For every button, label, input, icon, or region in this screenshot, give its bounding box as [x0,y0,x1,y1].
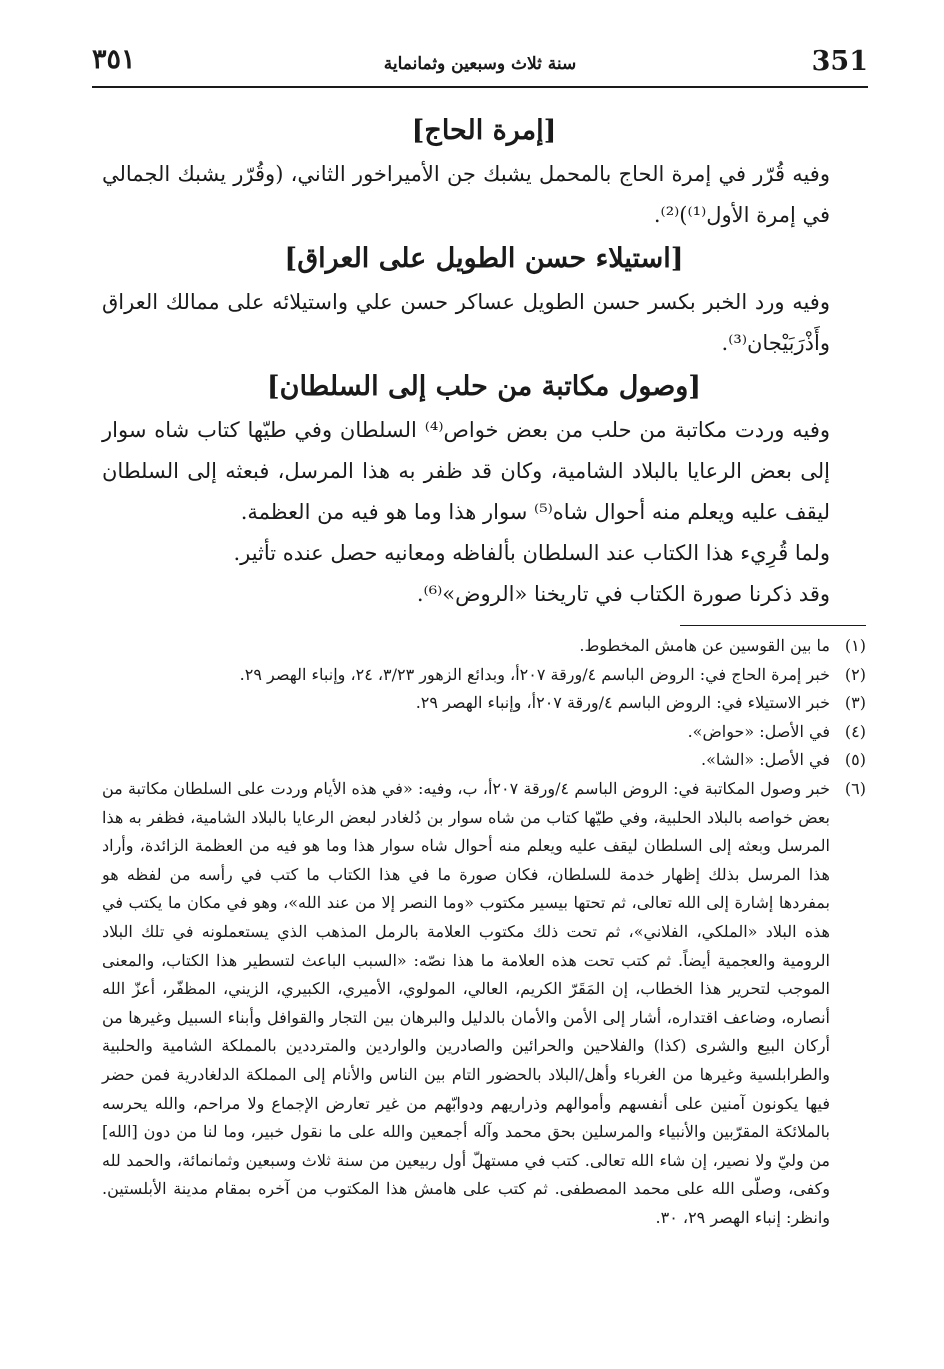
footnote-number: (٣) [844,693,866,713]
footnote-text: في الأصل: «الشا». [701,750,830,770]
paragraph-letter-rawd: وقد ذكرنا صورة الكتاب في تاريخنا «الروض»⁽⁶⁾. [416,582,830,606]
footnote-3 [102,689,866,718]
section-heading-aleppo-letter: [وصول مكاتبة من حلب إلى السلطان] [266,371,702,402]
footnote-number: (١) [844,636,866,655]
paragraph-aleppo-letter: وفيه وردت مكاتبة من حلب من بعض خواص⁽⁴⁾ السلطان وفي طيّها كتاب شاه سوار إلى بعض الرعايا بالبلاد الشامية، وكان قد ظفر به هذا المرسل، فبعثه إلى السلطان ليقف عليه ويعلم منه أحوال شاه⁽⁵⁾ سوار هذا وما هو فيه من العظمة. [102,418,831,524]
page-number-arabic: ٣٥١ [92,44,136,75]
footnote-text: في الأصل: «حواض». [687,721,830,741]
footnote-4 [102,718,866,747]
paragraph-iraq: وفيه ورد الخبر بكسر حسن الطويل عساكر حسن علي واستيلائه على ممالك العراق وأَذْرَبَيْجان⁽³⁾. [102,290,830,355]
footnote-text: خبر إمرة الحاج في: الروض الباسم ٤/ورقة ٢٠٧أ، وبدائع الزهور ٣/٢٣، ٢٤، وإنباء الهصر ٢٩. [239,664,830,684]
header-rule [92,86,868,88]
running-title: سنة ثلاث وسبعين وثمانماية [383,54,577,74]
footnote-text: خبر وصول المكاتبة في: الروض الباسم ٤/ورقة ٢٠٧أ، ب، وفيه: «في هذه الأيام وردت على السلطان مكاتبة من بعض خواصه بالبلاد الحلبية، وفي طيّها كتاب من شاه سوار بن دُلغادر لبعض الرعايا بالبلاد الشامية، فظفر به هذا المرسل وبعثه إلى السلطان ليقف عليه ويعلم منه أحوال شاه سوار هذا وما هو فيه من العظمة الزائدة، وأراد هذا المرسل بذلك إظهار خدمة للسلطان، فكان صورة ما في هذا الكتاب ما كتب في رأسه من لفظه هو بمفردها إشارة إلى الله تعالى، ثم تحتها بيسير مكتوب «وما النصر إلا من عند الله»، وهو في مكان ما يكتب في هذه البلاد «الملكي، الفلاني»، ثم تحت ذلك مكتوب العلامة بالرمل المذهب الذي يستعملونه في تلك البلاد الرومية والعجمية أيضاً. ثم كتب تحت هذه العلامة ما هذا نصّه: «السبب الباعث لتسطير هذا الكتاب، والمعنى الموجب لتحرير هذا الخطاب، إن المَقَرّ الكريم، العالي، المولوي، الأميري، الكبيري، الزيني، المظفّر، أعزّ الله أنصاره، وضاعف اقتداره، أشار إلى الأمن والأمان بالدليل والبرهان بين التجار والقوافل وأبناء السبيل وغيرها من أركان البيع والشرى (كذا) والفلاحين والحرائين والصادرين والواردين والمترددين بالمملكة الشامية والحلبية والطرابلسية وغيرها من الغرباء وأهل/البلاد بالحضور التام بين الناس والأنام إلى المملكة الدلغادرية فمن حضر فيها يكونون آمنين على أنفسهم وأموالهم وذراريهم ودوابّهم من غير تعارض الإجماع ولا مراحم، والله يحرسه بالملائكة المقرّبين والأنبياء والمرسلين بحق محمد وآله أجمعين والله على ما نقول خبير، وما لنا من دون [الله] من وليّ ولا نصير، إن شاء الله تعالى. كتب في مستهلّ أول ربيعين من سنة ثلاث وسبعين وثمانمائة، والحمد لله وكفى، وصلّى الله على محمد المصطفى. ثم كتب على هامش هذا المكتوب من آخره بمقام مدينة الأبلستين. وانظر: إنباء الهصر ٢٩، ٣٠. [102,778,831,1227]
page-number-latin: 351 [811,46,868,77]
footnote-separator [680,625,866,626]
footnote-number: (٦) [844,778,866,798]
footnote-number: (٥) [844,750,866,770]
main-text [102,108,866,615]
section-heading-hajj: [إمرة الحاج] [411,115,557,146]
footnote-text: ما بين القوسين عن هامش المخطوط. [579,636,830,655]
footnote-1 [102,632,866,661]
footnote-text: خبر الاستيلاء في: الروض الباسم ٤/ورقة ٢٠٧أ، وإنباء الهصر ٢٩. [415,693,830,713]
footnotes [102,632,866,1232]
paragraph-letter-read: ولما قُرِيء هذا الكتاب عند السلطان بألفاظه ومعانيه حصل عنده تأثير. [233,541,830,565]
running-header [92,40,868,88]
footnote-6 [102,775,866,1233]
footnote-number: (٤) [844,721,866,741]
footnote-number: (٢) [844,664,866,684]
footnote-2 [102,661,866,690]
paragraph-hajj: وفيه قُرّر في إمرة الحاج بالمحمل يشبك جن الأميراخور الثاني، (وقُرّر يشبك الجمالي في إمرة الأول⁽¹⁾)⁽²⁾. [102,162,830,227]
footnote-5 [102,746,866,775]
section-heading-iraq: [استيلاء حسن الطويل على العراق] [284,243,684,274]
